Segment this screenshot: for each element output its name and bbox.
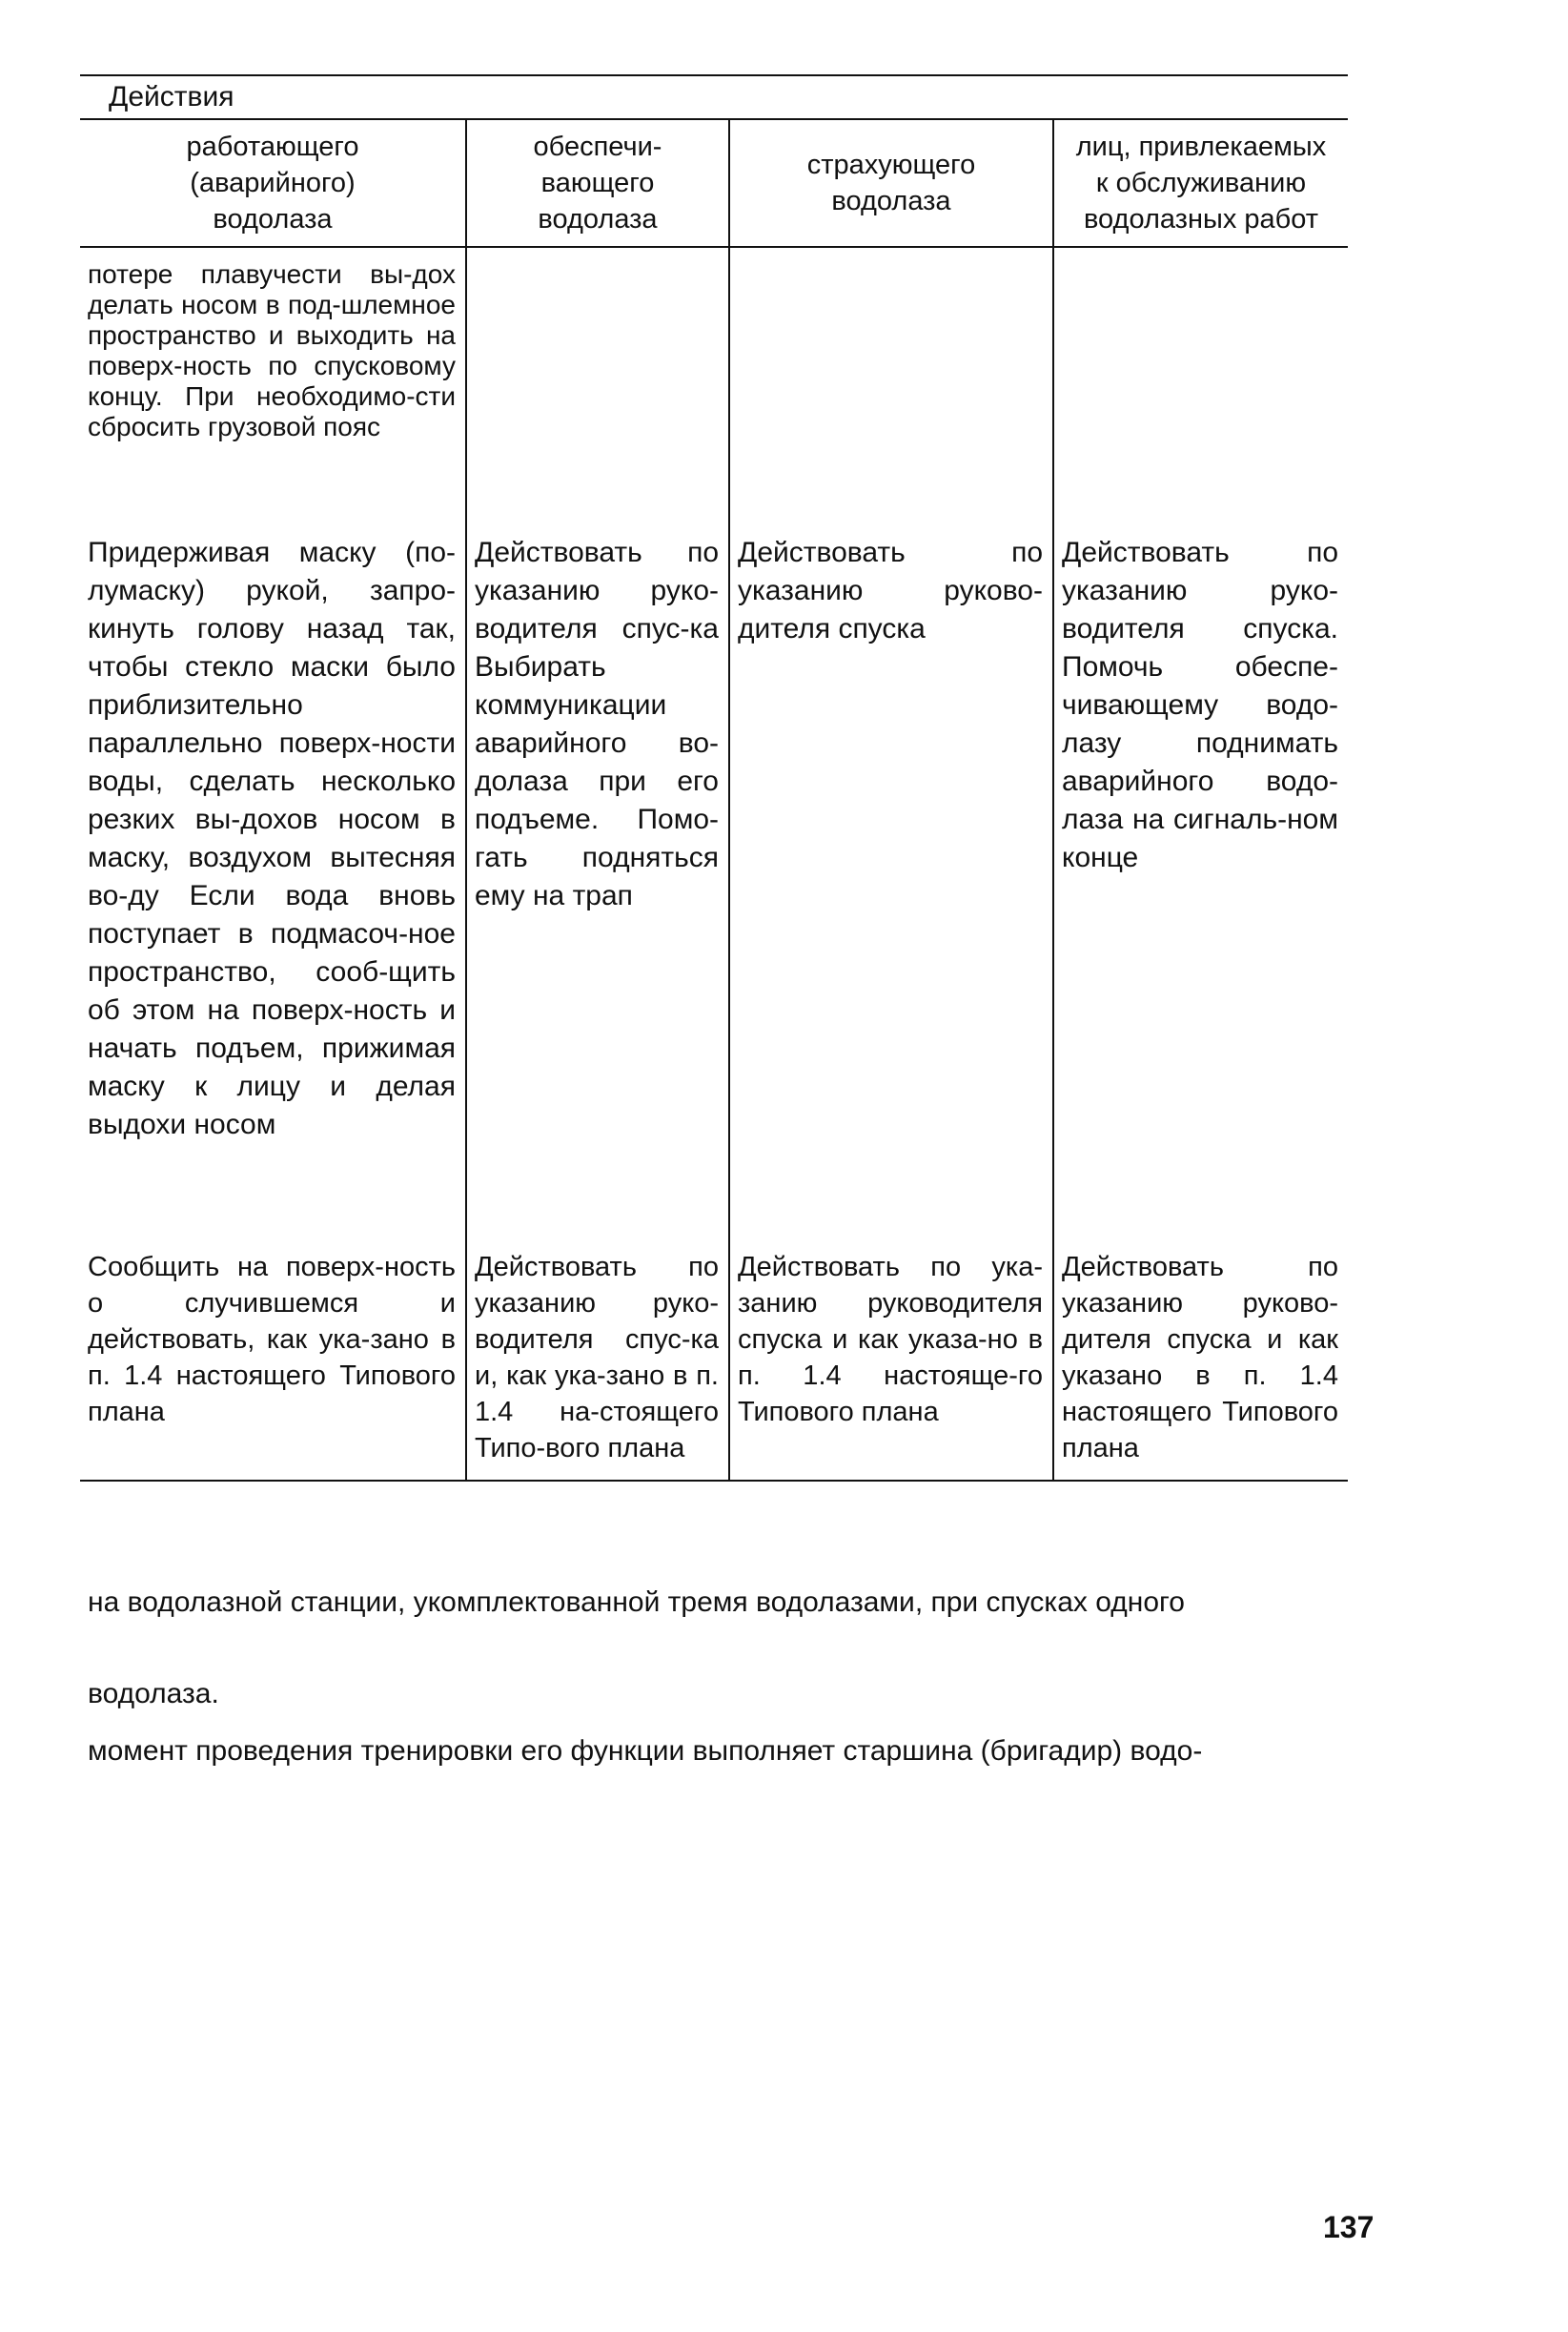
table-bottom-rule xyxy=(80,1480,1348,1482)
table-cell xyxy=(730,248,1054,524)
table-group-caption: Действия xyxy=(109,81,234,113)
table-cell: Действовать по ука-занию руководителя спуска и как указа-но в п. 1.4 настояще-го Типового плана xyxy=(730,1230,1054,1480)
table-cell xyxy=(1054,248,1348,524)
table-cell: Сообщить на поверх-ность о случившемся и действовать, как ука-зано в п. 1.4 настоящего Типового плана xyxy=(80,1230,467,1480)
header-supporting-diver: обеспечи- вающего водолаза xyxy=(467,120,730,248)
table-grid xyxy=(80,118,1348,1480)
table-cell xyxy=(467,248,730,524)
table-cell: Действовать по указанию руко-водителя спус-ка Выбирать коммуникации аварийного во-долаза при его подъеме. Помо-гать подняться ему на трап xyxy=(467,524,730,1230)
header-service-personnel: лиц, привлекаемых к обслуживанию водолазных работ xyxy=(1054,120,1348,248)
table-cell: Придерживая маску (по-лумаску) рукой, запро-кинуть голову назад так, чтобы стекло маски было приблизительно параллельно поверх-ности воды, сделать несколько резких вы-дохов носом в маску, воздухом вытесняя во-ду Если вода вновь поступает в подмасоч-ное пространство, сооб-щить об этом на поверх-ность и начать подъем, прижимая маску к лицу и делая выдохи носом xyxy=(80,524,467,1230)
table-cell: потере плавучести вы-дох делать носом в под-шлемное пространство и выходить на поверх-ность по спусковому концу. При необходимо-сти сбросить грузовой пояс xyxy=(80,248,467,524)
footnote-line: водолаза. xyxy=(88,1678,219,1709)
table-cell: Действовать по указанию руко-водителя спус-ка и, как ука-зано в п. 1.4 на-стоящего Типо-вого плана xyxy=(467,1230,730,1480)
header-working-diver: работающего (аварийного) водолаза xyxy=(80,120,467,248)
table-cell: Действовать по указанию руково-дителя спуска xyxy=(730,524,1054,1230)
table-top-rule xyxy=(80,74,1348,76)
table-cell: Действовать по указанию руково-дителя спуска и как указано в п. 1.4 настоящего Типового плана xyxy=(1062,1252,1338,1463)
footnote-line: на водолазной станции, укомплектованной тремя водолазами, при спусках одного xyxy=(88,1586,1185,1618)
page-number: 137 xyxy=(1323,2210,1375,2244)
footnote-line: момент проведения тренировки его функции выполняет старшина (бригадир) водо- xyxy=(88,1735,1203,1767)
table-cell: Действовать по указанию руко-водителя спуска. Помочь обеспе-чивающему водо-лазу поднимать аварийного водо-лаза на сигналь-ном конце xyxy=(1062,537,1338,873)
header-safety-diver: страхующего водолаза xyxy=(730,120,1054,248)
